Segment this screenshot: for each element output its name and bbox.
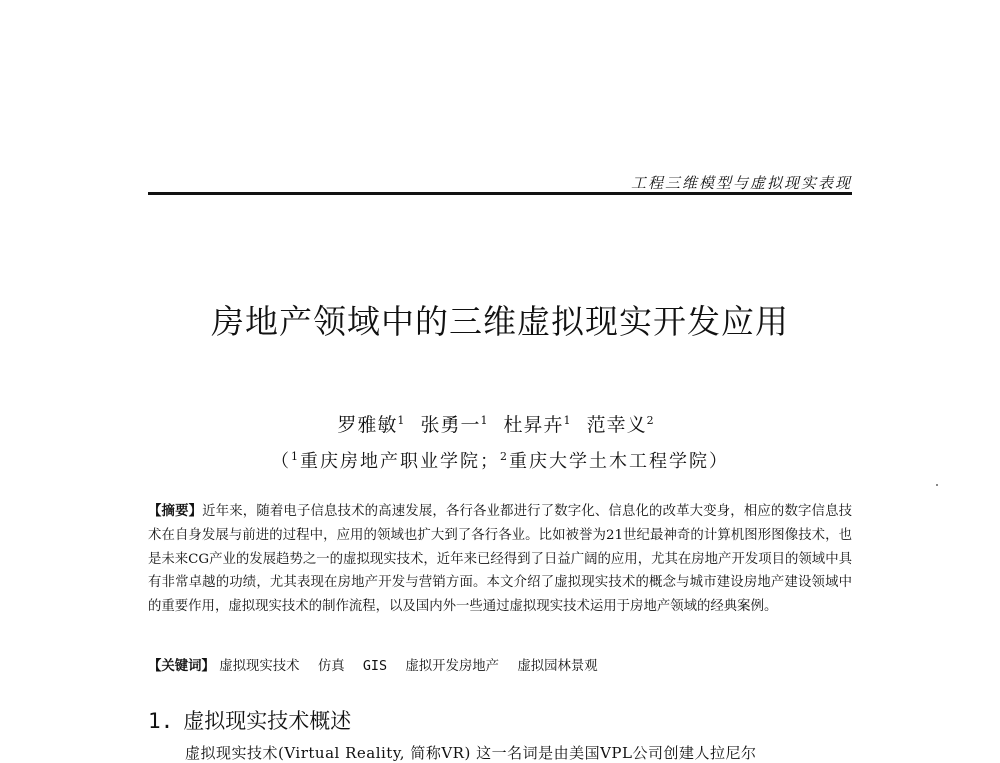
- affil-mark-1: 1: [291, 450, 300, 463]
- section-title: 虚拟现实技术概述: [183, 709, 352, 733]
- abstract-label: 【摘要】: [148, 503, 203, 519]
- keywords-label: 【关键词】: [148, 658, 215, 674]
- affil-open: （: [271, 451, 291, 472]
- keyword-item: 虚拟开发房地产: [405, 659, 500, 674]
- abstract: [148, 500, 852, 619]
- running-header: 工程三维模型与虚拟现实表现: [630, 174, 852, 192]
- affiliation-1: 重庆房地产职业学院；: [300, 451, 500, 472]
- keyword-item: 仿真: [317, 659, 345, 674]
- keyword-item: 虚拟现实技术: [219, 659, 300, 674]
- body-paragraph-start: 虚拟现实技术(Virtual Reality, 简称VR) 这一名词是由美国VPL公司创建人拉尼尔: [185, 744, 757, 762]
- affil-close: ）: [709, 451, 729, 472]
- affil-mark-2: 2: [500, 450, 509, 463]
- author-name: 罗雅敏: [337, 414, 398, 436]
- scan-speck: [936, 484, 938, 486]
- author-affiliation-mark: 1: [563, 413, 572, 427]
- abstract-text: 近年来，随着电子信息技术的高速发展，各行各业都进行了数字化、信息化的改革大变身，相应的数字信息技术在自身发展与前进的过程中，应用的领域也扩大到了各行各业。比如被誉为21世纪最神奇的计算机图形图像技术，也是未来CG产业的发展趋势之一的虚拟现实技术，近年来已经得到了日益广阔的应用，尤其在房地产开发项目的领域中具有非常卓越的功绩，尤其表现在房地产开发与营销方面。本文介绍了虚拟现实技术的概念与城市建设房地产建设领域中的重要作用，虚拟现实技术的制作流程，以及国内外一些通过虚拟现实技术运用于房地产领域的经典案例。: [148, 504, 853, 615]
- author-affiliation-mark: 1: [397, 413, 406, 427]
- author-list: [0, 410, 1000, 437]
- section-heading: [148, 705, 852, 735]
- author-name: 张勇一: [420, 414, 481, 436]
- author-affiliation-mark: 2: [646, 413, 655, 427]
- header-rule: [148, 192, 852, 195]
- section-number: 1.: [148, 709, 174, 733]
- author-name: 杜昇卉: [503, 414, 564, 436]
- affiliations: [0, 447, 1000, 473]
- keyword-item: GIS: [362, 659, 388, 674]
- keyword-item: 虚拟园林景观: [517, 659, 598, 674]
- author-affiliation-mark: 1: [480, 413, 489, 427]
- author-name: 范幸义: [586, 414, 647, 436]
- affiliation-2: 重庆大学土木工程学院: [509, 451, 709, 472]
- paper-title: 房地产领域中的三维虚拟现实开发应用: [211, 302, 789, 341]
- keywords: [148, 656, 852, 677]
